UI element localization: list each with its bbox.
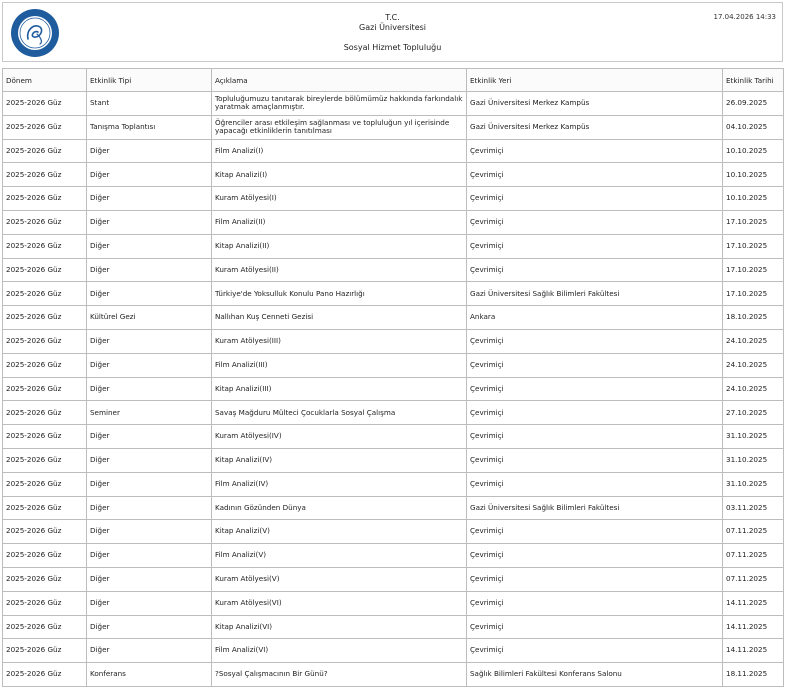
table-header-row — [3, 69, 784, 92]
type-cell: Diğer — [87, 639, 212, 663]
donem-cell: 2025-2026 Güz — [3, 639, 87, 663]
date-cell: 17.10.2025 — [723, 234, 784, 258]
description-cell: Kitap Analizi(III) — [212, 377, 467, 401]
location-cell: Çevrimiçi — [467, 377, 723, 401]
header-line-university: Gazi Üniversitesi — [359, 23, 426, 32]
location-cell: Çevrimiçi — [467, 591, 723, 615]
column-header-etkinlik-tipi: Etkinlik Tipi — [87, 69, 212, 92]
column-header-etkinlik-yeri: Etkinlik Yeri — [467, 69, 723, 92]
description-cell: Kadının Gözünden Dünya — [212, 496, 467, 520]
donem-cell: 2025-2026 Güz — [3, 306, 87, 330]
date-cell: 24.10.2025 — [723, 329, 784, 353]
description-cell: Savaş Mağduru Mülteci Çocuklarla Sosyal Çalışma — [212, 401, 467, 425]
table-row — [3, 377, 784, 401]
type-cell: Diğer — [87, 329, 212, 353]
donem-cell: 2025-2026 Güz — [3, 448, 87, 472]
print-datetime: 17.04.2026 14:33 — [713, 13, 776, 21]
location-cell: Çevrimiçi — [467, 163, 723, 187]
date-cell: 04.10.2025 — [723, 115, 784, 139]
type-cell: Diğer — [87, 425, 212, 449]
table-row — [3, 187, 784, 211]
date-cell: 14.11.2025 — [723, 615, 784, 639]
donem-cell: 2025-2026 Güz — [3, 520, 87, 544]
table-row — [3, 639, 784, 663]
location-cell: Ankara — [467, 306, 723, 330]
date-cell: 10.10.2025 — [723, 187, 784, 211]
table-row — [3, 448, 784, 472]
table-row — [3, 163, 784, 187]
table-row — [3, 139, 784, 163]
donem-cell: 2025-2026 Güz — [3, 544, 87, 568]
table-row — [3, 472, 784, 496]
column-header-etkinlik-tarihi: Etkinlik Tarihi — [723, 69, 784, 92]
type-cell: Tanışma Toplantısı — [87, 115, 212, 139]
header-center — [3, 13, 782, 53]
donem-cell: 2025-2026 Güz — [3, 258, 87, 282]
location-cell: Gazi Üniversitesi Merkez Kampüs — [467, 92, 723, 116]
location-cell: Sağlık Bilimleri Fakültesi Konferans Salonu — [467, 663, 723, 687]
location-cell: Çevrimiçi — [467, 520, 723, 544]
type-cell: Diğer — [87, 448, 212, 472]
description-cell: Öğrenciler arası etkileşim sağlanması ve topluluğun yıl içerisinde yapacağı etkinliklerin tanıtılması — [212, 115, 467, 139]
donem-cell: 2025-2026 Güz — [3, 115, 87, 139]
description-cell: Film Analizi(I) — [212, 139, 467, 163]
date-cell: 14.11.2025 — [723, 639, 784, 663]
table-row — [3, 425, 784, 449]
table-row — [3, 401, 784, 425]
table-row — [3, 591, 784, 615]
date-cell: 27.10.2025 — [723, 401, 784, 425]
description-cell: Film Analizi(VI) — [212, 639, 467, 663]
table-row — [3, 115, 784, 139]
description-cell: Kuram Atölyesi(III) — [212, 329, 467, 353]
table-row — [3, 210, 784, 234]
date-cell: 18.11.2025 — [723, 663, 784, 687]
description-cell: Kuram Atölyesi(II) — [212, 258, 467, 282]
date-cell: 17.10.2025 — [723, 210, 784, 234]
table-row — [3, 306, 784, 330]
table-row — [3, 615, 784, 639]
type-cell: Diğer — [87, 615, 212, 639]
donem-cell: 2025-2026 Güz — [3, 472, 87, 496]
type-cell: Diğer — [87, 258, 212, 282]
events-table — [2, 68, 784, 687]
location-cell: Çevrimiçi — [467, 544, 723, 568]
donem-cell: 2025-2026 Güz — [3, 401, 87, 425]
location-cell: Gazi Üniversitesi Merkez Kampüs — [467, 115, 723, 139]
description-cell: Kuram Atölyesi(I) — [212, 187, 467, 211]
description-cell: Kitap Analizi(VI) — [212, 615, 467, 639]
donem-cell: 2025-2026 Güz — [3, 282, 87, 306]
type-cell: Diğer — [87, 520, 212, 544]
donem-cell: 2025-2026 Güz — [3, 210, 87, 234]
type-cell: Diğer — [87, 567, 212, 591]
description-cell: Film Analizi(III) — [212, 353, 467, 377]
location-cell: Çevrimiçi — [467, 472, 723, 496]
type-cell: Kültürel Gezi — [87, 306, 212, 330]
type-cell: Konferans — [87, 663, 212, 687]
donem-cell: 2025-2026 Güz — [3, 377, 87, 401]
description-cell: Topluluğumuzu tanıtarak bireylerde bölümümüz hakkında farkındalık yaratmak amaçlanmıştır. — [212, 92, 467, 116]
date-cell: 14.11.2025 — [723, 591, 784, 615]
donem-cell: 2025-2026 Güz — [3, 591, 87, 615]
table-row — [3, 544, 784, 568]
description-cell: Nallıhan Kuş Cenneti Gezisi — [212, 306, 467, 330]
date-cell: 31.10.2025 — [723, 448, 784, 472]
description-cell: Kuram Atölyesi(VI) — [212, 591, 467, 615]
location-cell: Çevrimiçi — [467, 187, 723, 211]
donem-cell: 2025-2026 Güz — [3, 353, 87, 377]
donem-cell: 2025-2026 Güz — [3, 496, 87, 520]
description-cell: Film Analizi(IV) — [212, 472, 467, 496]
type-cell: Diğer — [87, 496, 212, 520]
donem-cell: 2025-2026 Güz — [3, 163, 87, 187]
date-cell: 18.10.2025 — [723, 306, 784, 330]
date-cell: 31.10.2025 — [723, 472, 784, 496]
location-cell: Çevrimiçi — [467, 353, 723, 377]
location-cell: Çevrimiçi — [467, 329, 723, 353]
table-row — [3, 329, 784, 353]
table-row — [3, 520, 784, 544]
column-header-donem: Dönem — [3, 69, 87, 92]
description-cell: Kitap Analizi(II) — [212, 234, 467, 258]
table-row — [3, 353, 784, 377]
type-cell: Diğer — [87, 377, 212, 401]
donem-cell: 2025-2026 Güz — [3, 615, 87, 639]
donem-cell: 2025-2026 Güz — [3, 663, 87, 687]
donem-cell: 2025-2026 Güz — [3, 329, 87, 353]
location-cell: Çevrimiçi — [467, 234, 723, 258]
date-cell: 03.11.2025 — [723, 496, 784, 520]
location-cell: Gazi Üniversitesi Sağlık Bilimleri Fakültesi — [467, 496, 723, 520]
date-cell: 26.09.2025 — [723, 92, 784, 116]
date-cell: 17.10.2025 — [723, 258, 784, 282]
table-row — [3, 567, 784, 591]
header-line-tc: T.C. — [385, 13, 400, 22]
type-cell: Diğer — [87, 544, 212, 568]
donem-cell: 2025-2026 Güz — [3, 567, 87, 591]
location-cell: Çevrimiçi — [467, 425, 723, 449]
date-cell: 10.10.2025 — [723, 163, 784, 187]
type-cell: Diğer — [87, 591, 212, 615]
description-cell: Kitap Analizi(IV) — [212, 448, 467, 472]
table-row — [3, 282, 784, 306]
location-cell: Çevrimiçi — [467, 139, 723, 163]
description-cell: Kuram Atölyesi(V) — [212, 567, 467, 591]
description-cell: Türkiye'de Yoksulluk Konulu Pano Hazırlığı — [212, 282, 467, 306]
location-cell: Çevrimiçi — [467, 210, 723, 234]
description-cell: Film Analizi(V) — [212, 544, 467, 568]
type-cell: Diğer — [87, 210, 212, 234]
report-header — [2, 2, 783, 62]
table-row — [3, 258, 784, 282]
column-header-aciklama: Açıklama — [212, 69, 467, 92]
table-row — [3, 234, 784, 258]
type-cell: Diğer — [87, 187, 212, 211]
description-cell: Kitap Analizi(I) — [212, 163, 467, 187]
date-cell: 17.10.2025 — [723, 282, 784, 306]
date-cell: 24.10.2025 — [723, 353, 784, 377]
date-cell: 07.11.2025 — [723, 520, 784, 544]
donem-cell: 2025-2026 Güz — [3, 425, 87, 449]
type-cell: Diğer — [87, 282, 212, 306]
location-cell: Çevrimiçi — [467, 401, 723, 425]
location-cell: Çevrimiçi — [467, 258, 723, 282]
donem-cell: 2025-2026 Güz — [3, 139, 87, 163]
donem-cell: 2025-2026 Güz — [3, 92, 87, 116]
location-cell: Çevrimiçi — [467, 567, 723, 591]
type-cell: Stant — [87, 92, 212, 116]
header-line-community: Sosyal Hizmet Topluluğu — [343, 43, 442, 52]
description-cell: ?Sosyal Çalışmacının Bir Günü? — [212, 663, 467, 687]
type-cell: Diğer — [87, 353, 212, 377]
date-cell: 24.10.2025 — [723, 377, 784, 401]
donem-cell: 2025-2026 Güz — [3, 234, 87, 258]
date-cell: 31.10.2025 — [723, 425, 784, 449]
donem-cell: 2025-2026 Güz — [3, 187, 87, 211]
type-cell: Diğer — [87, 472, 212, 496]
type-cell: Diğer — [87, 234, 212, 258]
table-row — [3, 663, 784, 687]
date-cell: 07.11.2025 — [723, 567, 784, 591]
description-cell: Kitap Analizi(V) — [212, 520, 467, 544]
type-cell: Diğer — [87, 139, 212, 163]
date-cell: 07.11.2025 — [723, 544, 784, 568]
location-cell: Çevrimiçi — [467, 615, 723, 639]
type-cell: Seminer — [87, 401, 212, 425]
location-cell: Çevrimiçi — [467, 448, 723, 472]
description-cell: Kuram Atölyesi(IV) — [212, 425, 467, 449]
table-row — [3, 496, 784, 520]
location-cell: Çevrimiçi — [467, 639, 723, 663]
table-row — [3, 92, 784, 116]
description-cell: Film Analizi(II) — [212, 210, 467, 234]
location-cell: Gazi Üniversitesi Sağlık Bilimleri Fakültesi — [467, 282, 723, 306]
date-cell: 10.10.2025 — [723, 139, 784, 163]
type-cell: Diğer — [87, 163, 212, 187]
